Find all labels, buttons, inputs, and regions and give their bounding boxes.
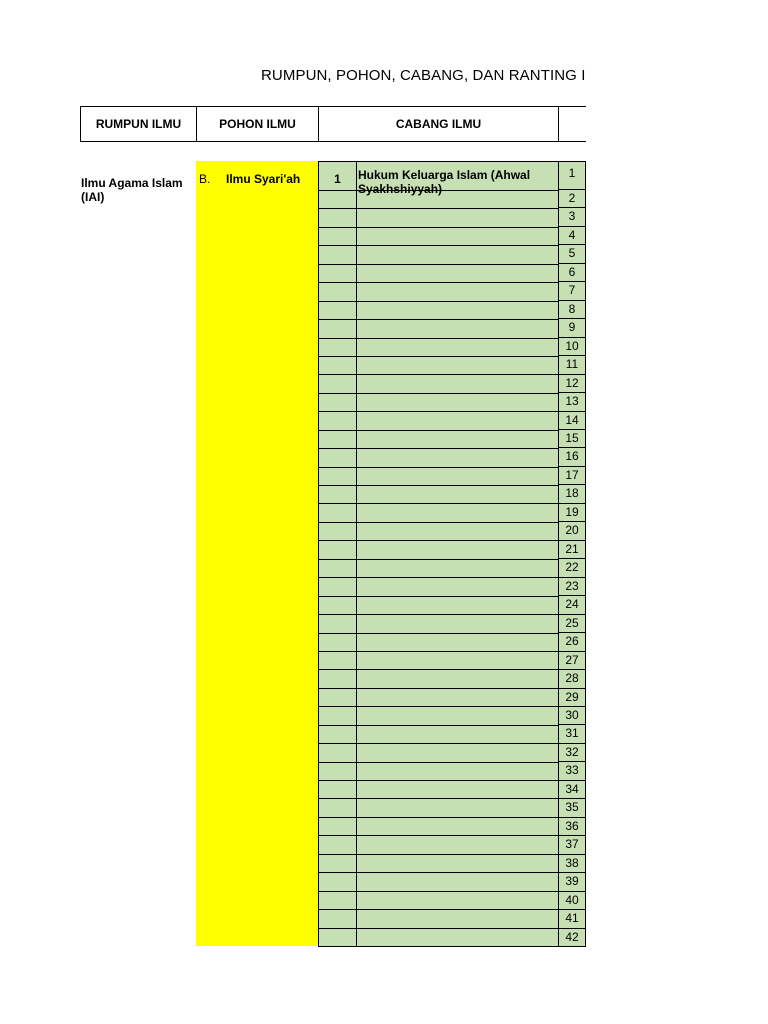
- ranting-number: 32: [565, 745, 579, 759]
- header-pohon-ilmu: POHON ILMU: [196, 106, 319, 142]
- cabang-number-cell: [318, 614, 357, 634]
- sheet-title: RUMPUN, POHON, CABANG, DAN RANTING I: [261, 67, 585, 84]
- cabang-number-cell: [318, 891, 357, 910]
- rumpun-ilmu-value: Ilmu Agama Islam (IAI): [81, 176, 183, 204]
- cabang-number-cell: [318, 651, 357, 670]
- ranting-number: 16: [565, 449, 579, 463]
- cabang-number-cell: [318, 798, 357, 818]
- ranting-number: 11: [565, 357, 579, 371]
- ranting-number: 8: [568, 302, 576, 316]
- ranting-number: 13: [565, 394, 579, 408]
- ranting-number: 29: [565, 690, 579, 704]
- cabang-number-cell: [318, 319, 357, 339]
- ranting-number: 20: [565, 523, 579, 537]
- cabang-number-cell: [318, 780, 357, 799]
- cabang-number-cell: [318, 725, 357, 744]
- ranting-number: 33: [565, 763, 579, 777]
- cabang-name-cell: [356, 338, 559, 357]
- ranting-number: 18: [565, 486, 579, 500]
- cabang-name-cell: [356, 596, 559, 615]
- ranting-number: 41: [565, 911, 579, 925]
- cabang-number-cell: [318, 854, 357, 873]
- cabang-number-cell: [318, 411, 357, 431]
- cabang-number-cell: [318, 559, 357, 578]
- ranting-number: 4: [568, 228, 576, 242]
- cabang-ilmu-number: 1: [334, 172, 341, 186]
- cabang-name-cell: [356, 411, 559, 431]
- ranting-number: 9: [568, 320, 576, 334]
- ranting-number: 38: [565, 856, 579, 870]
- cabang-name-cell: [356, 522, 559, 541]
- cabang-number-cell: [318, 227, 357, 246]
- ranting-number: 35: [565, 800, 579, 814]
- cabang-name-cell: [356, 909, 559, 929]
- ranting-number: 2: [568, 191, 576, 205]
- cabang-number-cell: [318, 282, 357, 302]
- cabang-name-cell: [356, 651, 559, 670]
- cabang-name-cell: [356, 577, 559, 597]
- ranting-number: 39: [565, 874, 579, 888]
- ranting-number: 15: [565, 431, 579, 445]
- cabang-name-cell: [356, 356, 559, 375]
- ranting-number: 24: [565, 597, 579, 611]
- ranting-number: 42: [565, 930, 579, 944]
- cabang-name-cell: [356, 780, 559, 799]
- cabang-number-cell: [318, 540, 357, 560]
- cabang-name-cell: [356, 669, 559, 689]
- ranting-number: 19: [565, 505, 579, 519]
- cabang-number-cell: [318, 467, 357, 486]
- cabang-name-cell: [356, 891, 559, 910]
- cabang-ilmu-name: Hukum Keluarga Islam (Ahwal Syakhshiyyah): [358, 168, 531, 196]
- cabang-number-cell: [318, 872, 357, 892]
- ranting-number: 30: [565, 708, 579, 722]
- pohon-ilmu-letter: B.: [199, 172, 211, 186]
- cabang-number-cell: [318, 245, 357, 265]
- cabang-name-cell: [356, 264, 559, 283]
- cabang-name-cell: [356, 928, 559, 947]
- cabang-name-cell: [356, 559, 559, 578]
- ranting-number: 28: [565, 671, 579, 685]
- cabang-name-cell: [356, 540, 559, 560]
- ranting-number: 10: [565, 339, 579, 353]
- cabang-number-cell: [318, 835, 357, 855]
- cabang-name-cell: [356, 319, 559, 339]
- cabang-number-cell: [318, 817, 357, 836]
- cabang-name-cell: [356, 798, 559, 818]
- cabang-number-cell: [318, 928, 357, 947]
- cabang-number-cell: [318, 485, 357, 504]
- ranting-number: 6: [568, 265, 576, 279]
- ranting-number: 34: [565, 782, 579, 796]
- cabang-number-cell: [318, 909, 357, 929]
- cabang-number-cell: [318, 190, 357, 209]
- cabang-number-cell: [318, 374, 357, 394]
- cabang-number-cell: [318, 448, 357, 468]
- cabang-name-cell: [356, 393, 559, 412]
- ranting-number: 17: [565, 468, 579, 482]
- cabang-number-cell: [318, 503, 357, 523]
- cabang-name-cell: [356, 762, 559, 781]
- cabang-number-cell: [318, 596, 357, 615]
- cabang-name-cell: [356, 430, 559, 449]
- ranting-number: 14: [565, 413, 579, 427]
- ranting-number: 7: [568, 283, 576, 297]
- cabang-name-cell: [356, 688, 559, 707]
- ranting-number: 36: [565, 819, 579, 833]
- cabang-name-cell: [356, 374, 559, 394]
- cabang-name-cell: [356, 227, 559, 246]
- cabang-number-cell: [318, 430, 357, 449]
- cabang-name-cell: [356, 301, 559, 320]
- cabang-name-cell: [356, 503, 559, 523]
- ranting-number: 12: [565, 376, 579, 390]
- cabang-number-cell: [318, 577, 357, 597]
- cabang-name-cell: [356, 245, 559, 265]
- cabang-number-cell: [318, 522, 357, 541]
- cabang-name-cell: [356, 706, 559, 726]
- cabang-number-cell: [318, 208, 357, 228]
- cabang-number-cell: [318, 633, 357, 652]
- ranting-number: 3: [568, 209, 576, 223]
- ranting-number: 40: [565, 893, 579, 907]
- cabang-name-cell: [356, 835, 559, 855]
- cabang-name-cell: [356, 725, 559, 744]
- cabang-name-cell: [356, 448, 559, 468]
- cabang-number-cell: [318, 356, 357, 375]
- cabang-number-cell: [318, 706, 357, 726]
- ranting-number: 5: [568, 246, 576, 260]
- ranting-number: 21: [565, 542, 579, 556]
- cabang-name-cell: [356, 743, 559, 763]
- pohon-ilmu-name: Ilmu Syari'ah: [226, 172, 301, 186]
- ranting-number: 26: [565, 634, 579, 648]
- header-rumpun-ilmu: RUMPUN ILMU: [80, 106, 197, 142]
- ranting-number: 37: [565, 837, 579, 851]
- ranting-number: 25: [565, 616, 579, 630]
- cabang-number-cell: [318, 338, 357, 357]
- cabang-number-cell: [318, 762, 357, 781]
- cabang-name-cell: [356, 817, 559, 836]
- cabang-number-cell: [318, 669, 357, 689]
- cabang-name-cell: [356, 614, 559, 634]
- cabang-name-cell: [356, 485, 559, 504]
- ranting-number: 27: [565, 653, 579, 667]
- cabang-name-cell: [356, 208, 559, 228]
- cabang-number-cell: [318, 393, 357, 412]
- cabang-number-cell: [318, 688, 357, 707]
- cabang-number-cell: [318, 264, 357, 283]
- header-cabang-ilmu: CABANG ILMU: [318, 106, 559, 142]
- cabang-name-cell: [356, 872, 559, 892]
- ranting-number: 23: [565, 579, 579, 593]
- cabang-name-cell: [356, 467, 559, 486]
- ranting-number: 31: [565, 726, 579, 740]
- cabang-number-cell: [318, 743, 357, 763]
- ranting-number: 1: [568, 166, 576, 180]
- ranting-number: 22: [565, 560, 579, 574]
- cabang-name-cell: [356, 633, 559, 652]
- cabang-name-cell: [356, 854, 559, 873]
- cabang-number-cell: [318, 301, 357, 320]
- cabang-name-cell: [356, 282, 559, 302]
